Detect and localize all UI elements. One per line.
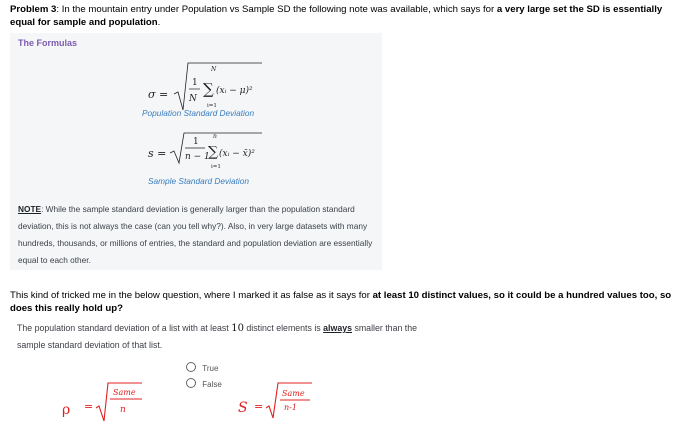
hw-left-num: Same: [113, 388, 136, 397]
problem-statement: [10, 3, 686, 29]
pop-sigma: ∑: [203, 80, 214, 98]
hw-right-eq: =: [254, 400, 264, 413]
card-title: The Formulas: [18, 38, 78, 48]
pop-term: (xᵢ − μ)²: [216, 86, 253, 96]
handwritten-notes: [0, 380, 690, 425]
problem-text: : In the mountain entry under Population vs Sample SD the following note was available, which says for: [56, 4, 497, 15]
problem-period: .: [157, 17, 161, 28]
option-true[interactable]: [186, 362, 218, 373]
quiz-question: [17, 320, 437, 353]
question-pre: The population standard deviation of a list with at least: [17, 323, 232, 333]
problem-label: Problem 3: [10, 4, 57, 15]
question-key: always: [323, 323, 352, 333]
sample-caption: Sample Standard Deviation: [148, 176, 250, 186]
radio-true[interactable]: [186, 362, 196, 372]
option-false-label: False: [202, 380, 222, 389]
sample-sigma: ∑: [208, 144, 218, 160]
sample-lower: i=1: [211, 164, 221, 170]
problem-emphasis: a very large set the SD is essentially equal for sample and population: [10, 4, 663, 28]
note-key: NOTE: [18, 204, 42, 214]
pop-upper: N: [211, 66, 217, 73]
hw-left-eq: =: [84, 400, 94, 413]
hw-right-var: S: [238, 400, 248, 416]
pop-num: 1: [192, 78, 198, 88]
pop-lower: i=1: [207, 103, 217, 109]
formulas-card: [10, 33, 382, 270]
question-mid: distinct elements is: [243, 323, 324, 333]
hw-left-den: n: [120, 405, 126, 415]
pop-lhs: σ =: [148, 88, 169, 101]
sample-num: 1: [193, 137, 199, 147]
hw-left-var: ρ: [62, 402, 71, 418]
sample-term: (xᵢ − x̄)²: [219, 149, 255, 159]
note-paragraph: [18, 201, 373, 269]
question-number: 10: [231, 323, 244, 334]
population-caption: Population Standard Deviation: [142, 108, 255, 118]
sample-lhs: s =: [148, 147, 167, 160]
followup-statement: [10, 289, 686, 315]
note-text: : While the sample standard deviation is generally larger than the population standard deviation, this is not always the case (can you tell why?). Also, in very large datasets with many hundreds, thousands, or millions of entries, the standard and population deviation are essentially equal to each other.: [18, 204, 373, 265]
pop-den: N: [189, 94, 197, 104]
sample-den: n − 1: [185, 152, 210, 162]
followup-text: This kind of tricked me in the below question, where I marked it as false as it says for: [10, 290, 373, 301]
hw-right-num: Same: [282, 389, 305, 398]
followup-emphasis: at least 10 distinct values, so it could be a hundred values too, so does this really hold up?: [10, 290, 672, 314]
sample-upper: n: [213, 133, 217, 140]
question-post: smaller than the sample standard deviation of that list.: [17, 323, 418, 350]
option-true-label: True: [202, 364, 219, 373]
hw-right-den: n-1: [284, 403, 297, 412]
